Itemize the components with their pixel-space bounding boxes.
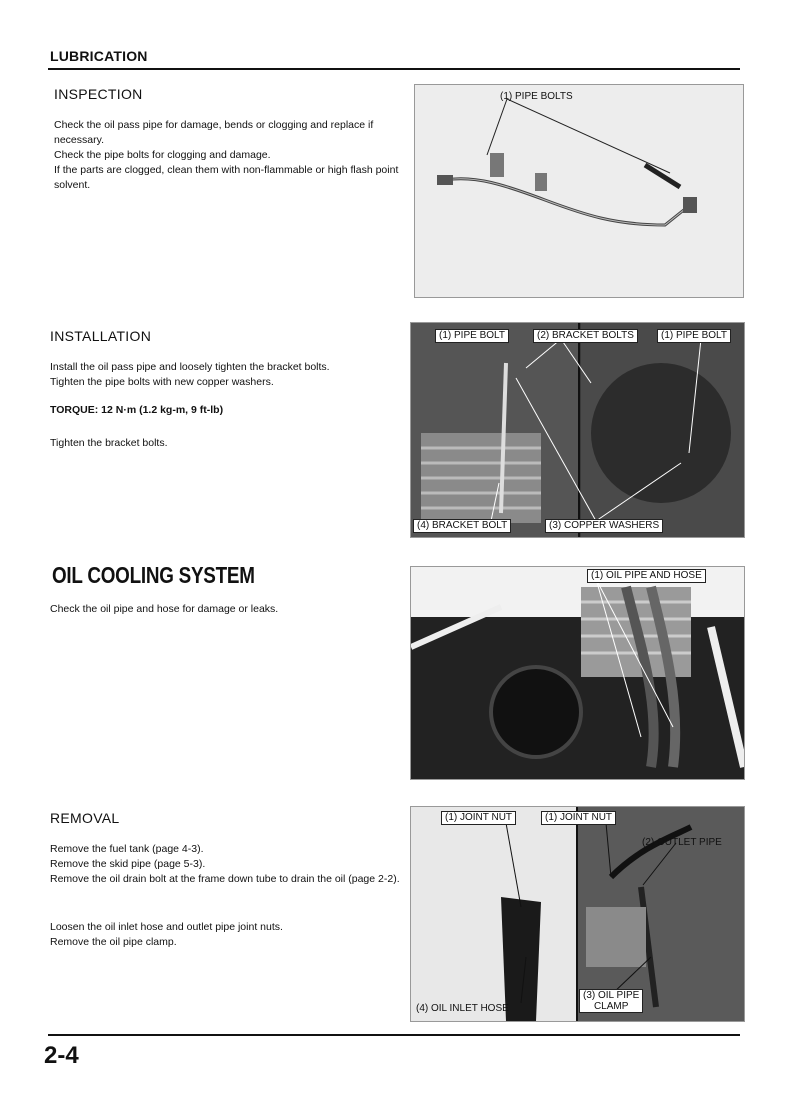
section-header: LUBRICATION [50,48,148,64]
removal-text-a [50,842,400,887]
inspection-line-1: Check the oil pass pipe for damage, bends or clogging and replace if necessary. [54,119,374,146]
engine-pipe-photo [411,323,744,537]
removal-heading: REMOVAL [50,810,120,826]
oil-cooling-heading: OIL COOLING SYSTEM [52,562,255,588]
label-oil-pipe-clamp-line-1: (3) OIL PIPE [583,990,640,1001]
installation-line-2: Tighten the pipe bolts with new copper washers. [50,376,274,388]
label-oil-pipe-clamp-line-2: CLAMP [593,1001,629,1012]
installation-heading: INSTALLATION [50,328,152,344]
installation-text [50,360,400,390]
label-pipe-bolt-left: (1) PIPE BOLT [435,329,509,343]
inspection-heading: INSPECTION [54,86,143,102]
inspection-figure [414,84,744,298]
torque-spec: TORQUE: 12 N·m (1.2 kg-m, 9 ft-lb) [50,404,224,416]
installation-final: Tighten the bracket bolts. [50,437,168,449]
removal-text-b [50,920,400,950]
removal-line-1: Remove the fuel tank (page 4-3). [50,843,204,855]
removal-line-3: Remove the oil drain bolt at the frame down tube to drain the oil (page 2-2). [50,873,400,885]
removal-line-4: Loosen the oil inlet hose and outlet pipe joint nuts. [50,921,283,933]
removal-line-5: Remove the oil pipe clamp. [50,936,177,948]
label-pipe-bolts: (1) PIPE BOLTS [500,91,573,102]
header-rule [48,68,740,70]
label-bracket-bolt: (4) BRACKET BOLT [413,519,511,533]
inspection-text [54,118,404,193]
label-copper-washers: (3) COPPER WASHERS [545,519,663,533]
label-outlet-pipe: (2) OUTLET PIPE [642,837,722,848]
inspection-line-3: If the parts are clogged, clean them with non-flammable or high flash point solvent. [54,164,399,191]
label-oil-pipe-clamp [579,989,643,1013]
label-joint-nut-left: (1) JOINT NUT [441,811,516,825]
installation-line-1: Install the oil pass pipe and loosely tighten the bracket bolts. [50,361,330,373]
removal-line-2: Remove the skid pipe (page 5-3). [50,858,206,870]
oil-cooling-text: Check the oil pipe and hose for damage or leaks. [50,603,279,615]
inspection-line-2: Check the pipe bolts for clogging and damage. [54,149,271,161]
page-number: 2-4 [44,1042,79,1069]
label-oil-pipe-hose: (1) OIL PIPE AND HOSE [587,569,706,583]
label-oil-inlet-hose: (4) OIL INLET HOSE [416,1003,509,1014]
footer-rule [48,1034,740,1036]
label-joint-nut-right: (1) JOINT NUT [541,811,616,825]
label-bracket-bolts: (2) BRACKET BOLTS [533,329,638,343]
oil-cooling-figure [410,566,745,780]
oil-pass-pipe-illustration [415,85,743,297]
oil-pipe-hose-photo [411,567,744,779]
removal-figure [410,806,745,1022]
label-pipe-bolt-right: (1) PIPE BOLT [657,329,731,343]
installation-figure [410,322,745,538]
